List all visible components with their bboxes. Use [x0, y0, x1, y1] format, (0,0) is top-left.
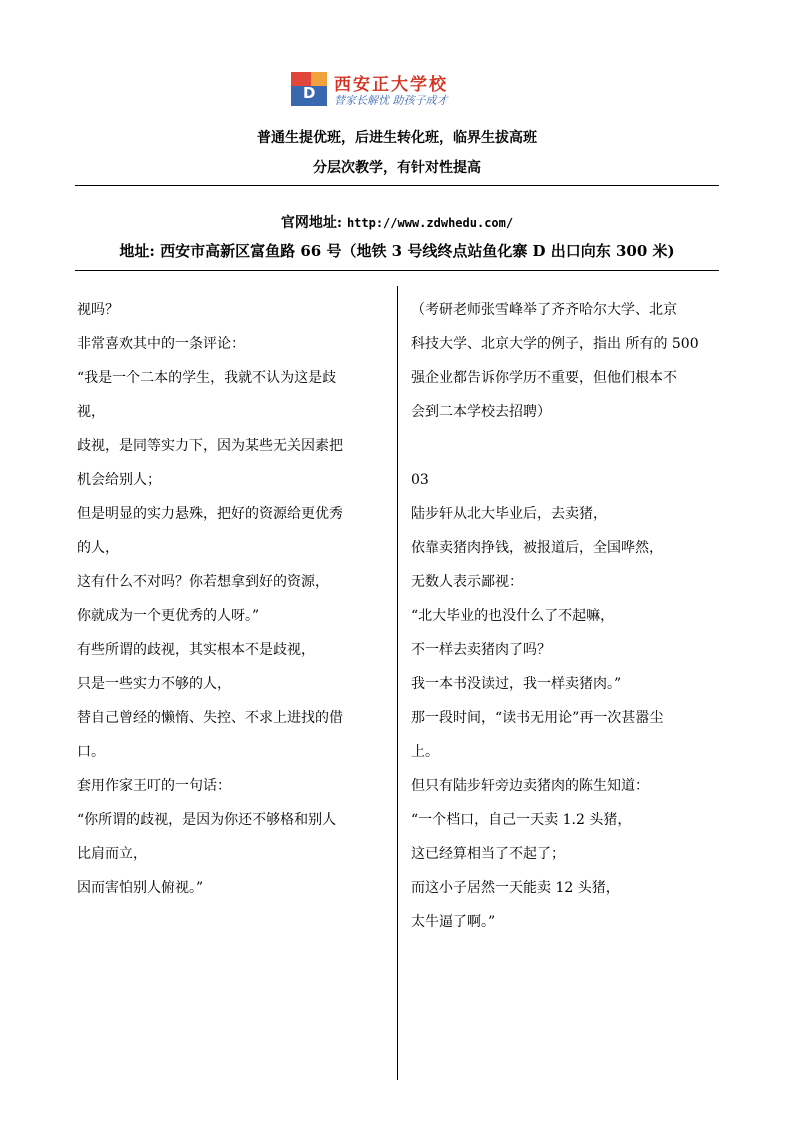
tagline-teaching: 分层次教学，有针对性提高: [313, 160, 481, 176]
left-column-line: 替自己曾经的懒惰、失控、不求上进找的借: [77, 710, 343, 726]
school-name: 西安正大学校: [334, 75, 448, 95]
right-column-line: [411, 429, 721, 463]
left-column-line: 口。: [77, 744, 105, 760]
left-column-line: 你就成为一个更优秀的人呀。”: [77, 608, 260, 624]
left-column-line: 这有什么不对吗？你若想拿到好的资源，: [77, 574, 329, 590]
right-column-line: 03: [411, 472, 429, 488]
left-column-line: 有些所谓的歧视，其实根本不是歧视，: [77, 642, 315, 658]
left-column-line: 只是一些实力不够的人，: [77, 676, 231, 692]
right-column-line: 依靠卖猪肉挣钱，被报道后，全国哗然，: [411, 540, 663, 556]
right-column-line: 强企业都告诉你学历不重要，但他们根本不: [411, 370, 677, 386]
right-column-line: 我一本书没读过，我一样卖猪肉。”: [411, 676, 622, 692]
column-divider: [397, 286, 398, 1080]
right-column-line: 陆步轩从北大毕业后，去卖猪，: [411, 506, 607, 522]
website-link[interactable]: http://www.zdwhedu.com/: [346, 216, 514, 230]
right-column-line: 科技大学、北京大学的例子，指出 所有的 500: [411, 336, 699, 352]
left-column-line: “我是一个二本的学生，我就不认为这是歧: [77, 370, 337, 386]
left-column-line: “你所谓的歧视，是因为你还不够格和别人: [77, 812, 337, 828]
header-divider: [75, 185, 719, 186]
left-column-line: 视吗？: [77, 302, 119, 318]
website-line: [0, 212, 794, 232]
left-column-line: 套用作家王叮的一句话：: [77, 778, 231, 794]
website-label: 官网地址:: [280, 215, 343, 231]
school-slogan: 替家长解忧 助孩子成才: [334, 94, 448, 107]
logo-mark-icon: [291, 72, 327, 106]
right-column-line: （考研老师张雪峰举了齐齐哈尔大学、北京: [411, 302, 677, 318]
right-column-line: 而这小子居然一天能卖 12 头猪，: [411, 880, 620, 896]
left-column-line: 因而害怕别人俯视。”: [77, 880, 204, 896]
left-column-line: 比肩而立，: [77, 846, 147, 862]
right-column-line: 但只有陆步轩旁边卖猪肉的陈生知道：: [411, 778, 649, 794]
left-column-line: 机会给别人；: [77, 472, 161, 488]
right-column-line: 上。: [411, 744, 439, 760]
left-column-line: 非常喜欢其中的一条评论：: [77, 336, 245, 352]
right-column-line: 这已经算相当了不起了；: [411, 846, 565, 862]
right-column-line: “北大毕业的也没什么了不起嘛，: [411, 608, 615, 624]
right-column-line: 不一样去卖猪肉了吗？: [411, 642, 551, 658]
left-column-line: 歧视，是同等实力下，因为某些无关因素把: [77, 438, 343, 454]
right-column-line: 无数人表示鄙视：: [411, 574, 523, 590]
right-column-line: 会到二本学校去招聘）: [411, 404, 551, 420]
right-column-line: 太牛逼了啊。”: [411, 914, 496, 930]
left-column-line: 视，: [77, 404, 105, 420]
right-column: [411, 293, 721, 939]
right-column-line: 那一段时间，“读书无用论”再一次甚嚣尘: [411, 710, 664, 726]
address-line: 地址: 西安市高新区富鱼路 66 号（地铁 3 号线终点站鱼化寨 D 出口向东 300 米): [119, 242, 675, 260]
logo-letter: D: [303, 84, 316, 102]
tagline-classes: 普通生提优班，后进生转化班，临界生拔高班: [257, 130, 537, 146]
right-column-line: “一个档口，自己一天卖 1.2 头猪，: [411, 812, 632, 828]
school-logo: [291, 70, 471, 110]
address-divider: [75, 270, 719, 271]
left-column-line: 的人，: [77, 540, 119, 556]
left-column-line: 但是明显的实力悬殊，把好的资源给更优秀: [77, 506, 343, 522]
left-column: [77, 293, 387, 905]
